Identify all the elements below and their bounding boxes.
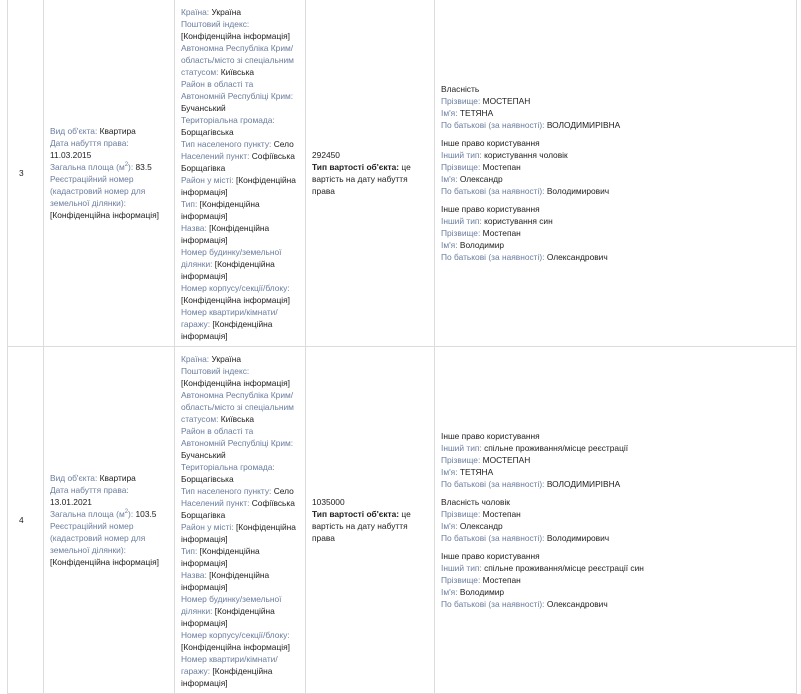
- address-field-value: [Конфіденційна інформація]: [181, 606, 275, 628]
- patronymic-value: ВОЛОДИМИРІВНА: [546, 479, 621, 489]
- address-field-label: Номер будинку/земельної ділянки:: [181, 247, 282, 269]
- address-field-value: [Конфіденційна інформація]: [181, 522, 296, 544]
- address-field-label: Поштовий індекс:: [181, 19, 250, 29]
- surname-label: Прізвище:: [441, 228, 481, 238]
- address-field-value: [Конфіденційна інформація]: [181, 295, 290, 305]
- patronymic-label: По батькові (за наявності):: [441, 120, 545, 130]
- other-type-label: Інший тип:: [441, 443, 482, 453]
- address-field-value: Софіївська Борщагівка: [181, 498, 295, 520]
- object-cell: [44, 0, 175, 347]
- address-field-label: Країна:: [181, 7, 210, 17]
- address-field: [181, 354, 241, 364]
- acquisition-date-value: 11.03.2015: [50, 150, 92, 160]
- address-field-label: Номер корпусу/секції/блоку:: [181, 630, 290, 640]
- patronymic-label: По батькові (за наявності):: [441, 252, 545, 262]
- address-field-value: Україна: [211, 354, 242, 364]
- address-field-value: [Конфіденційна інформація]: [181, 223, 270, 245]
- address-field: [181, 570, 269, 592]
- address-field-label: Район в області та Автономній Республіці Крим:: [181, 79, 294, 101]
- address-field: [181, 522, 296, 544]
- address-field-value: Київська: [220, 414, 255, 424]
- name-value: ТЕТЯНА: [459, 108, 494, 118]
- address-field-label: Район у місті:: [181, 175, 234, 185]
- name-value: ТЕТЯНА: [459, 467, 494, 477]
- owner-right: Інше право користування: [441, 204, 540, 214]
- table-row: [8, 0, 797, 347]
- address-field-value: Село: [273, 139, 294, 149]
- area-label-sup: 2: [124, 162, 129, 169]
- name-label: Ім'я:: [441, 174, 458, 184]
- name-value: Володимир: [459, 587, 505, 597]
- address-field: [181, 366, 290, 388]
- address-field: [181, 43, 294, 77]
- address-field: [181, 283, 290, 305]
- address-field-value: [Конфіденційна інформація]: [181, 666, 273, 688]
- address-field: [181, 199, 260, 221]
- surname-value: МОСТЕПАН: [482, 96, 531, 106]
- address-field-label: Район в області та Автономній Республіці Крим:: [181, 426, 294, 448]
- address-field-label: Назва:: [181, 223, 207, 233]
- address-field-label: Тип населеного пункту:: [181, 486, 272, 496]
- address-field: [181, 151, 295, 173]
- address-field-value: Борщагівська: [181, 127, 234, 137]
- other-type-label: Інший тип:: [441, 563, 482, 573]
- object-type-value: Квартира: [99, 126, 136, 136]
- address-field-value: Софіївська Борщагівка: [181, 151, 295, 173]
- owner-right: Інше право користування: [441, 431, 540, 441]
- property-table: [7, 0, 797, 694]
- row-number: 4: [8, 347, 44, 694]
- owner-block: [441, 496, 790, 550]
- value-type-label: Тип вартості об'єкта:: [312, 509, 400, 519]
- table-row: [8, 347, 797, 694]
- cadastral-label: Реєстраційний номер (кадастровий номер для земельної ділянки):: [50, 521, 146, 555]
- other-type-value: користування син: [484, 216, 553, 226]
- address-field-label: Автономна Республіка Крим/ область/місто зі спеціальним статусом:: [181, 43, 294, 77]
- patronymic-label: По батькові (за наявності):: [441, 599, 545, 609]
- area-label-pre: Загальна площа (м: [50, 162, 125, 172]
- address-field-value: [Конфіденційна інформація]: [181, 175, 296, 197]
- address-field-value: Україна: [211, 7, 242, 17]
- address-field: [181, 630, 290, 652]
- area-label: [50, 162, 133, 172]
- value-amount: 292450: [312, 150, 340, 160]
- owners-cell: [435, 347, 797, 694]
- area-label-pre: Загальна площа (м: [50, 509, 125, 519]
- address-field-value: [Конфіденційна інформація]: [181, 319, 273, 341]
- cadastral-value: [Конфіденційна інформація]: [50, 210, 159, 220]
- owner-block: [441, 203, 790, 263]
- other-type-label: Інший тип:: [441, 150, 482, 160]
- address-field-label: Номер корпусу/секції/блоку:: [181, 283, 290, 293]
- value-amount: 1035000: [312, 497, 345, 507]
- surname-value: МОСТЕПАН: [482, 455, 531, 465]
- address-field: [181, 307, 278, 341]
- name-label: Ім'я:: [441, 521, 458, 531]
- owner-block: [441, 83, 790, 137]
- name-label: Ім'я:: [441, 587, 458, 597]
- address-field-label: Країна:: [181, 354, 210, 364]
- address-field-label: Район у місті:: [181, 522, 234, 532]
- name-value: Олександр: [459, 521, 503, 531]
- address-field: [181, 19, 290, 41]
- address-field-label: Назва:: [181, 570, 207, 580]
- other-type-value: спільне проживання/місце реєстрації син: [484, 563, 644, 573]
- acquisition-date-label: Дата набуття права:: [50, 138, 129, 148]
- name-value: Володимир: [459, 240, 505, 250]
- address-field-label: Тип населеного пункту:: [181, 139, 272, 149]
- address-field-label: Номер будинку/земельної ділянки:: [181, 594, 282, 616]
- cadastral-value: [Конфіденційна інформація]: [50, 557, 159, 567]
- address-field: [181, 426, 293, 460]
- patronymic-label: По батькові (за наявності):: [441, 479, 545, 489]
- address-field: [181, 7, 241, 17]
- address-field-label: Номер квартири/кімнати/гаражу:: [181, 654, 278, 676]
- owner-block: [441, 550, 790, 610]
- area-label-sup: 2: [124, 509, 129, 516]
- address-field-value: [Конфіденційна інформація]: [181, 31, 290, 41]
- surname-label: Прізвище:: [441, 509, 481, 519]
- owner-right: Власність чоловік: [441, 497, 510, 507]
- name-value: Олександр: [459, 174, 503, 184]
- address-field: [181, 654, 278, 688]
- name-label: Ім'я:: [441, 467, 458, 477]
- owner-right: Інше право користування: [441, 138, 540, 148]
- other-type-value: спільне проживання/місце реєстрації: [484, 443, 629, 453]
- other-type-label: Інший тип:: [441, 216, 482, 226]
- owners-cell: [435, 0, 797, 347]
- address-field-value: Київська: [220, 67, 255, 77]
- name-label: Ім'я:: [441, 108, 458, 118]
- address-field-value: [Конфіденційна інформація]: [181, 378, 290, 388]
- owner-block: [441, 137, 790, 203]
- address-cell: [175, 347, 306, 694]
- value-type-value: це вартість на дату набуття права: [312, 162, 411, 196]
- address-field: [181, 462, 275, 484]
- address-field-label: Населений пункт:: [181, 498, 250, 508]
- surname-value: Мостепан: [482, 162, 521, 172]
- area-value: 103.5: [135, 509, 157, 519]
- address-field: [181, 247, 282, 281]
- patronymic-value: Олександрович: [546, 599, 608, 609]
- address-field-label: Поштовий індекс:: [181, 366, 250, 376]
- address-field-value: [Конфіденційна інформація]: [181, 546, 260, 568]
- address-field-value: [Конфіденційна інформація]: [181, 642, 290, 652]
- address-field-value: Борщагівська: [181, 474, 234, 484]
- object-type-label: Вид об'єкта:: [50, 473, 98, 483]
- address-field: [181, 139, 294, 149]
- address-field: [181, 115, 275, 137]
- owner-block: [441, 430, 790, 496]
- name-label: Ім'я:: [441, 240, 458, 250]
- cadastral-label: Реєстраційний номер (кадастровий номер для земельної ділянки):: [50, 174, 146, 208]
- address-field-label: Територіальна громада:: [181, 115, 275, 125]
- address-field: [181, 498, 295, 520]
- value-type-label: Тип вартості об'єкта:: [312, 162, 400, 172]
- address-field-label: Тип:: [181, 546, 198, 556]
- surname-label: Прізвище:: [441, 575, 481, 585]
- patronymic-value: ВОЛОДИМИРІВНА: [546, 120, 621, 130]
- address-field-label: Територіальна громада:: [181, 462, 275, 472]
- other-type-value: користування чоловік: [484, 150, 568, 160]
- address-field-label: Населений пункт:: [181, 151, 250, 161]
- patronymic-value: Володимирович: [546, 186, 610, 196]
- surname-value: Мостепан: [482, 575, 521, 585]
- address-field-value: Бучанський: [181, 103, 226, 113]
- surname-value: Мостепан: [482, 509, 521, 519]
- acquisition-date-label: Дата набуття права:: [50, 485, 129, 495]
- address-field: [181, 546, 260, 568]
- address-field: [181, 223, 269, 245]
- object-type-value: Квартира: [99, 473, 136, 483]
- address-field-value: [Конфіденційна інформація]: [181, 570, 270, 592]
- area-label-post: ):: [128, 162, 134, 172]
- object-type-label: Вид об'єкта:: [50, 126, 98, 136]
- patronymic-value: Володимирович: [546, 533, 610, 543]
- address-field: [181, 486, 294, 496]
- area-label: [50, 509, 133, 519]
- address-field: [181, 79, 293, 113]
- surname-value: Мостепан: [482, 228, 521, 238]
- object-cell: [44, 347, 175, 694]
- patronymic-value: Олександрович: [546, 252, 608, 262]
- patronymic-label: По батькові (за наявності):: [441, 186, 545, 196]
- owner-right: Власність: [441, 84, 480, 94]
- surname-label: Прізвище:: [441, 96, 481, 106]
- owner-right: Інше право користування: [441, 551, 540, 561]
- address-field-value: Бучанський: [181, 450, 226, 460]
- area-label-post: ):: [128, 509, 134, 519]
- patronymic-label: По батькові (за наявності):: [441, 533, 545, 543]
- address-cell: [175, 0, 306, 347]
- value-cell: [306, 0, 435, 347]
- acquisition-date-value: 13.01.2021: [50, 497, 92, 507]
- row-number: 3: [8, 0, 44, 347]
- address-field-value: [Конфіденційна інформація]: [181, 259, 275, 281]
- address-field: [181, 390, 294, 424]
- address-field-label: Автономна Республіка Крим/ область/місто зі спеціальним статусом:: [181, 390, 294, 424]
- surname-label: Прізвище:: [441, 162, 481, 172]
- address-field: [181, 594, 282, 628]
- address-field-label: Номер квартири/кімнати/гаражу:: [181, 307, 278, 329]
- value-type-value: це вартість на дату набуття права: [312, 509, 411, 543]
- value-cell: [306, 347, 435, 694]
- surname-label: Прізвище:: [441, 455, 481, 465]
- address-field: [181, 175, 296, 197]
- address-field-value: [Конфіденційна інформація]: [181, 199, 260, 221]
- area-value: 83.5: [135, 162, 152, 172]
- address-field-value: Село: [273, 486, 294, 496]
- address-field-label: Тип:: [181, 199, 198, 209]
